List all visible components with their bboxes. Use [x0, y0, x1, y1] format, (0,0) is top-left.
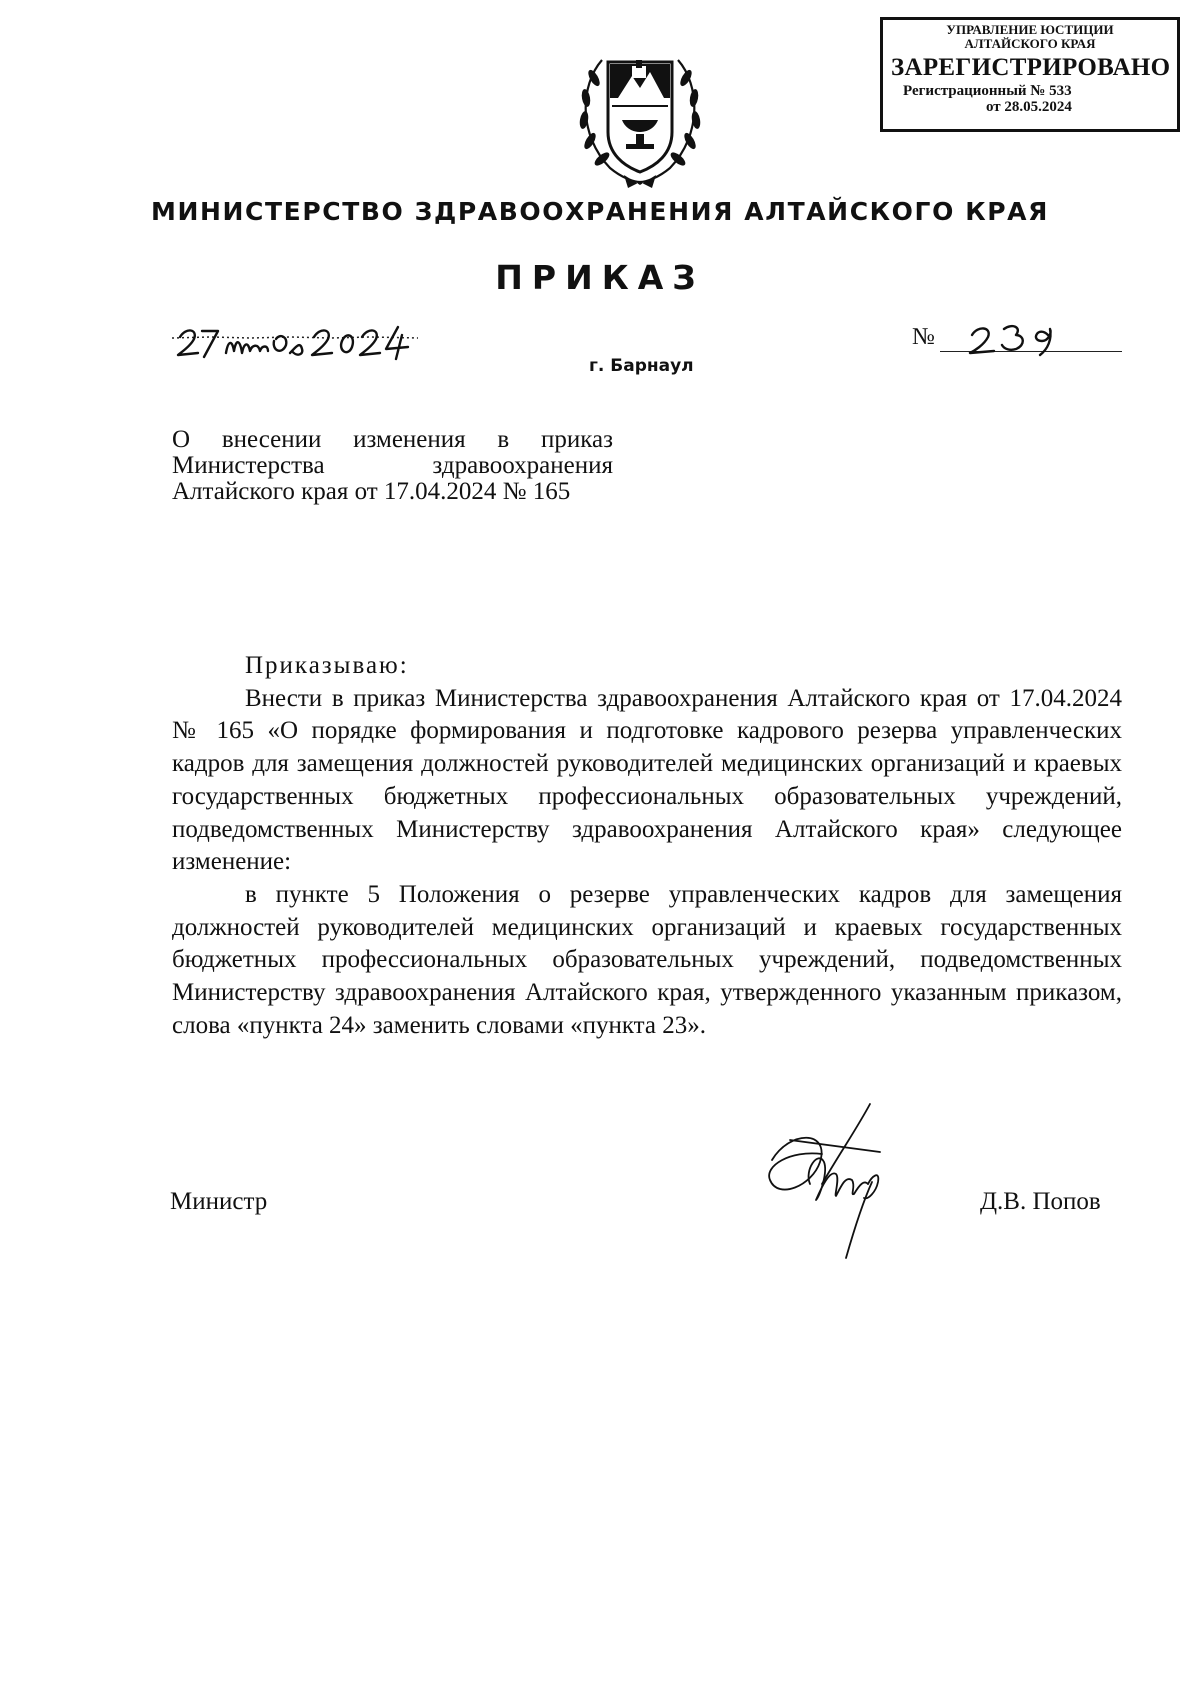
coat-of-arms-icon — [572, 40, 708, 190]
order-paragraph-1: Внести в приказ Министерства здравоохранения Алтайского края от 17.04.2024 № 165 «О порядке формирования и подготовке кадрового резерва управленческих кадров для замещения должностей руководителей медицинских организаций и краевых государственных бюджетных профессиональных образовательных учреждений, подведомственных Министерству здравоохранения Алтайского края» следующее изменение: — [172, 684, 1122, 876]
stamp-reg-date: от 28.05.2024 — [986, 99, 1072, 115]
stamp-org-line-2: АЛТАЙСКОГО КРАЯ — [964, 36, 1096, 51]
handwritten-date — [176, 321, 432, 361]
order-subject: О внесении изменения в приказ Министерства здравоохранения Алтайского края от 17.04.2024 № 165 — [172, 426, 613, 505]
stamp-reg-number: Регистрационный № 533 — [903, 83, 1072, 99]
signer-name: Д.В. Попов — [980, 1188, 1101, 1215]
order-paragraph-2: в пункте 5 Положения о резерве управленческих кадров для замещения должностей руководителей медицинских организаций и краевых государственных бюджетных профессиональных образовательных учреждений, подведомственных Министерству здравоохранения Алтайского края, утвержденного указанным приказом, слова «пункта 24» заменить словами «пункта 23». — [172, 880, 1122, 1039]
order-lead: Приказываю: — [245, 652, 409, 679]
handwritten-signature — [760, 1100, 910, 1260]
document-type: ПРИКАЗ — [495, 258, 705, 297]
signer-post: Министр — [170, 1188, 268, 1215]
order-body — [172, 650, 1122, 1042]
ministry-name: МИНИСТЕРСТВО ЗДРАВООХРАНЕНИЯ АЛТАЙСКОГО КРАЯ — [151, 197, 1049, 226]
handwritten-number — [968, 321, 1068, 357]
city: г. Барнаул — [589, 356, 694, 376]
stamp-org-line-1: УПРАВЛЕНИЕ ЮСТИЦИИ — [946, 22, 1114, 37]
number-sign: № — [912, 324, 935, 350]
registration-stamp — [880, 17, 1180, 132]
stamp-status: ЗАРЕГИСТРИРОВАНО — [891, 54, 1171, 81]
